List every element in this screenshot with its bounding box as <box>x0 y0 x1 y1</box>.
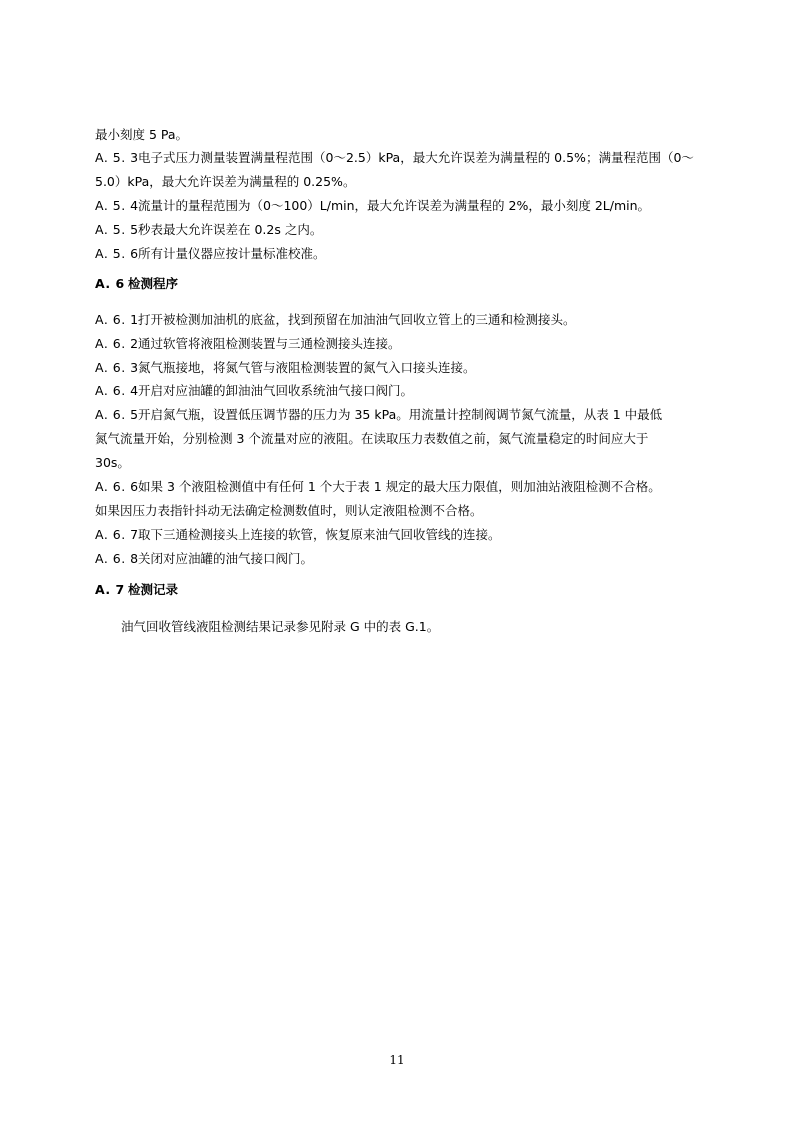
section-number: A. 7 <box>95 582 125 597</box>
clause-text: 关闭对应油罐的油气接口阀门。 <box>138 551 314 566</box>
clause-text: 开启氮气瓶，设置低压调节器的压力为 35 kPa。用流量计控制阀调节氮气流量，从表 1 中最低 <box>138 407 663 422</box>
clause-number: A. 6. 5 <box>95 407 139 422</box>
section-heading-a-7 <box>95 582 178 598</box>
clause-number: A. 6. 7 <box>95 527 139 542</box>
clause-number: A. 5. 3 <box>95 150 139 165</box>
paragraph-line <box>95 503 483 519</box>
section-title: 检测记录 <box>128 582 179 597</box>
clause-a-5-4 <box>95 198 650 214</box>
paragraph-text: 30s。 <box>95 455 130 470</box>
page-number: 11 <box>389 1053 405 1067</box>
clause-a-6-2 <box>95 336 401 352</box>
clause-a-6-8 <box>95 551 313 567</box>
clause-text: 氮气瓶接地，将氮气管与液阻检测装置的氮气入口接头连接。 <box>138 360 476 375</box>
paragraph-line <box>95 431 648 447</box>
paragraph-line <box>95 174 355 190</box>
clause-number: A. 5. 6 <box>95 246 139 261</box>
clause-a-6-1 <box>95 312 576 328</box>
clause-text: 如果 3 个液阻检测值中有任何 1 个大于表 1 规定的最大压力限值，则加油站液阻检测不合格。 <box>138 479 661 494</box>
clause-a-5-3 <box>95 150 694 166</box>
clause-number: A. 6. 8 <box>95 551 139 566</box>
clause-text: 秒表最大允许误差在 0.2s 之内。 <box>138 222 323 237</box>
clause-number: A. 6. 2 <box>95 336 139 351</box>
clause-text: 电子式压力测量装置满量程范围（0～2.5）kPa，最大允许误差为满量程的 0.5%；满量程范围（0～ <box>138 150 694 165</box>
paragraph-text: 油气回收管线液阻检测结果记录参见附录 G 中的表 G.1。 <box>121 619 440 634</box>
section-heading-a-6 <box>95 276 178 292</box>
clause-text: 打开被检测加油机的底盆，找到预留在加油油气回收立管上的三通和检测接头。 <box>138 312 576 327</box>
clause-text: 流量计的量程范围为（0～100）L/min，最大允许误差为满量程的 2%，最小刻度 2L/min。 <box>138 198 651 213</box>
clause-a-6-4 <box>95 383 413 399</box>
clause-a-6-3 <box>95 360 476 376</box>
section-number: A. 6 <box>95 276 125 291</box>
clause-a-6-5 <box>95 407 662 423</box>
clause-number: A. 6. 4 <box>95 383 139 398</box>
paragraph-line <box>121 619 439 635</box>
clause-text: 开启对应油罐的卸油油气回收系统油气接口阀门。 <box>138 383 414 398</box>
paragraph-line <box>95 455 130 471</box>
paragraph-text: 5.0）kPa，最大允许误差为满量程的 0.25%。 <box>95 174 356 189</box>
clause-number: A. 5. 4 <box>95 198 139 213</box>
paragraph-text: 如果因压力表指针抖动无法确定检测数值时，则认定液阻检测不合格。 <box>95 503 483 518</box>
clause-number: A. 6. 1 <box>95 312 139 327</box>
clause-text: 取下三通检测接头上连接的软管，恢复原来油气回收管线的连接。 <box>138 527 501 542</box>
clause-a-6-7 <box>95 527 501 543</box>
paragraph-text: 氮气流量开始，分别检测 3 个流量对应的液阻。在读取压力表数值之前，氮气流量稳定的时间应大于 <box>95 431 649 446</box>
clause-a-6-6 <box>95 479 661 495</box>
clause-number: A. 6. 3 <box>95 360 139 375</box>
clause-a-5-6 <box>95 246 326 262</box>
clause-number: A. 6. 6 <box>95 479 139 494</box>
paragraph-line <box>95 127 188 143</box>
paragraph-text: 最小刻度 5 Pa。 <box>95 127 189 142</box>
clause-text: 通过软管将液阻检测装置与三通检测接头连接。 <box>138 336 401 351</box>
clause-text: 所有计量仪器应按计量标准校准。 <box>138 246 326 261</box>
clause-number: A. 5. 5 <box>95 222 139 237</box>
clause-a-5-5 <box>95 222 322 238</box>
section-title: 检测程序 <box>128 276 179 291</box>
